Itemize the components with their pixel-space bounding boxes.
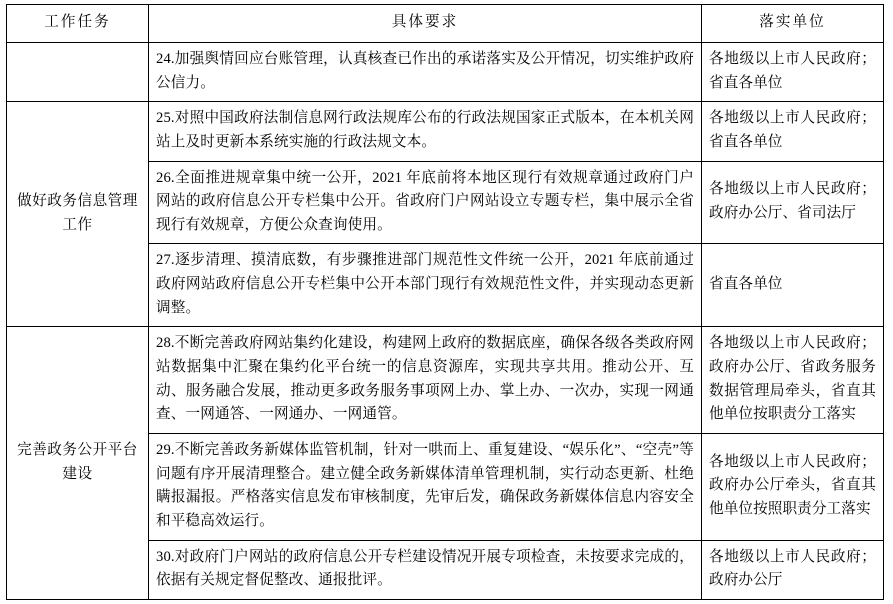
cell-task [7, 43, 149, 102]
column-header-requirement: 具体要求 [149, 5, 702, 43]
cell-requirement: 26.全面推进规章集中统一公开，2021 年底前将本地区现行有效规章通过政府门户网站的政府信息公开专栏集中公开。省政府门户网站设立专题专栏，集中展示全省现行有效规章，方便公众查询使用。 [149, 161, 702, 244]
cell-unit: 各地级以上市人民政府；政府办公厅、省政务服务数据管理局牵头，省直其他单位按职责分工落实 [702, 327, 884, 434]
cell-unit: 各地级以上市人民政府；省直各单位 [702, 102, 884, 161]
cell-unit: 各地级以上市人民政府；政府办公厅、省司法厅 [702, 161, 884, 244]
cell-task: 完善政务公开平台建设 [7, 327, 149, 599]
cell-unit: 各地级以上市人民政府；政府办公厅牵头，省直其他单位按照职责分工落实 [702, 433, 884, 540]
table-row [7, 43, 884, 102]
cell-unit: 各地级以上市人民政府；省直各单位 [702, 43, 884, 102]
column-header-unit: 落实单位 [702, 5, 884, 43]
table-row [7, 327, 884, 434]
cell-requirement: 29.不断完善政务新媒体监管机制，针对一哄而上、重复建设、“娱乐化”、“空壳”等问题有序开展清理整合。建立健全政务新媒体清单管理机制，实行动态更新、杜绝瞒报漏报。严格落实信息发布审核制度，先审后发，确保政务新媒体信息内容安全和平稳高效运行。 [149, 433, 702, 540]
cell-requirement: 27.逐步清理、摸清底数，有步骤推进部门规范性文件统一公开，2021 年底前通过政府网站政府信息公开专栏集中公开本部门现行有效规范性文件，并实现动态更新调整。 [149, 244, 702, 327]
policy-requirements-table [6, 4, 884, 600]
cell-requirement: 28.不断完善政府网站集约化建设，构建网上政府的数据底座，确保各级各类政府网站数据集中汇聚在集约化平台统一的信息资源库，实现共享共用。推动公开、互动、服务融合发展，推动更多政务服务事项网上办、掌上办、一次办，实现一网通查、一网通答、一网通办、一网通管。 [149, 327, 702, 434]
cell-requirement: 30.对政府门户网站的政府信息公开专栏建设情况开展专项检查，未按要求完成的，依据有关规定督促整改、通报批评。 [149, 540, 702, 599]
cell-unit: 各地级以上市人民政府；政府办公厅 [702, 540, 884, 599]
cell-task: 做好政务信息管理工作 [7, 102, 149, 327]
table-body [7, 43, 884, 600]
table-header-row [7, 5, 884, 43]
table-row [7, 102, 884, 161]
cell-requirement: 25.对照中国政府法制信息网行政法规库公布的行政法规国家正式版本，在本机关网站上及时更新本系统实施的行政法规文本。 [149, 102, 702, 161]
cell-unit: 省直各单位 [702, 244, 884, 327]
cell-requirement: 24.加强舆情回应台账管理，认真核查已作出的承诺落实及公开情况，切实维护政府公信力。 [149, 43, 702, 102]
column-header-task: 工作任务 [7, 5, 149, 43]
table-header [7, 5, 884, 43]
